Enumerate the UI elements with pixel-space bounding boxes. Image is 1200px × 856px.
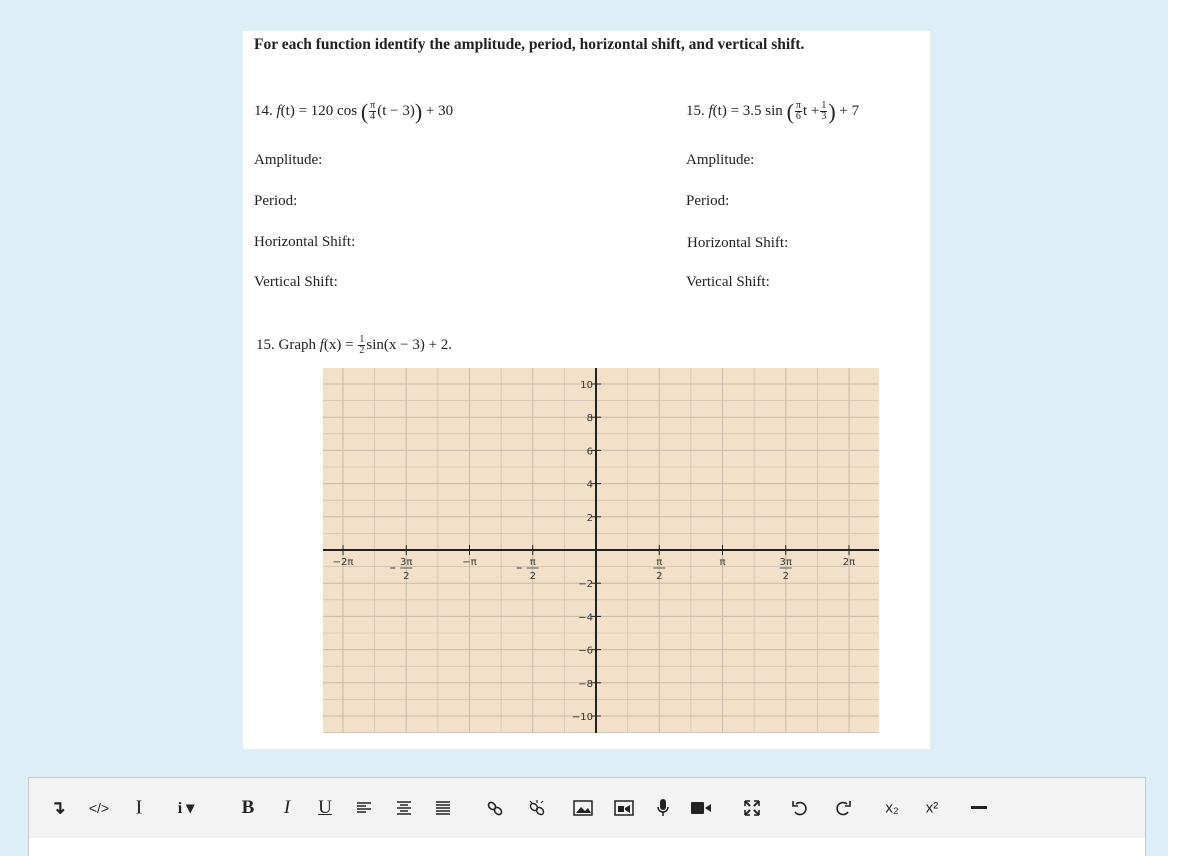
x-tick-label: 2π [842,557,856,568]
equation-part: = [341,336,358,353]
x-tick-label-denominator: 2 [782,571,789,582]
align-justify-icon[interactable] [435,800,451,816]
down-arrow-icon[interactable]: ↴ [50,797,66,818]
function-variable: (t) [712,102,727,119]
graph-prompt-prefix: 15. Graph [256,336,316,353]
superscript-button[interactable]: x² [925,799,939,817]
redo-icon[interactable] [834,799,852,817]
italic-button[interactable]: I [283,797,291,818]
equation-part: t + [802,102,820,119]
y-tick-label: −8 [578,678,593,690]
align-left-icon[interactable] [356,801,372,815]
amplitude-label-15: Amplitude: [686,152,755,168]
media-icon[interactable] [614,800,634,816]
y-tick-label: 10 [580,380,593,391]
horizontal-shift-label-15: Horizontal Shift: [687,235,789,251]
bold-button[interactable]: B [241,797,255,818]
y-tick-label: 4 [586,479,593,491]
problem-15-equation: 15. f(t) = 3.5 sin ( $\frac{\pi}{6}$ t + $\frac{1}{3}$ ) + 7 [686,99,860,124]
x-tick-label: −π [462,557,477,568]
coordinate-grid [323,368,879,733]
vertical-shift-label-14: Vertical Shift: [254,274,338,290]
x-tick-label-denominator: 2 [403,571,410,582]
horizontal-shift-label-14: Horizontal Shift: [254,234,356,250]
function-name: f [276,102,281,119]
y-tick-label: −2 [578,579,593,591]
function-variable: (x) [323,336,342,353]
x-tick-label-numerator: π [529,557,536,568]
function-variable: (t) [280,102,295,119]
image-icon[interactable] [573,800,593,816]
y-tick-label: −4 [578,612,593,624]
code-icon[interactable]: </> [88,800,110,816]
fullscreen-icon[interactable] [743,799,761,817]
function-name: f [708,102,713,119]
editor-text-area[interactable] [28,838,1146,856]
align-center-icon[interactable] [396,800,412,816]
problem-number: 15. [686,102,705,119]
y-tick-label: 2 [586,512,593,524]
underline-button[interactable]: U [318,797,332,818]
equation-part: sin(x − 3) + 2. [366,336,453,353]
x-tick-label-numerator: 3π [400,557,413,568]
instructions: For each function identify the amplitude, period, horizontal shift, and vertical shift. [254,36,805,53]
fraction: $\frac{\pi}{6}$ [795,100,801,122]
fraction: $\frac{\pi}{4}$ [370,100,376,122]
text-cursor-icon[interactable]: I [135,796,143,819]
equation-part: = 120 cos [294,102,358,119]
video-icon[interactable] [690,800,712,816]
problem-number: 14. [254,102,273,119]
x-tick-label-denominator: 2 [529,571,536,582]
x-tick-label-numerator: 3π [779,557,792,568]
subscript-button[interactable]: x₂ [885,799,899,817]
period-label-14: Period: [254,193,298,209]
y-tick-label: −10 [571,712,593,723]
equation-part: + 30 [422,102,454,119]
x-tick-label: π [719,557,726,568]
fraction: $\frac{1}{3}$ [821,100,827,122]
equation-part: (t − 3) [377,102,415,119]
function-name: f [319,336,324,353]
graph-prompt [256,335,452,356]
scrollbar-track[interactable] [1168,0,1200,856]
y-tick-label: −6 [578,645,593,657]
link-icon[interactable] [486,800,504,816]
problem-14-equation: 14. f(t) = 120 cos ( $\frac{\pi}{4}$ (t − 3)) + 30 [254,99,454,124]
vertical-shift-label-15: Vertical Shift: [686,274,770,290]
unlink-icon[interactable] [527,799,547,817]
microphone-icon[interactable] [656,798,670,818]
x-tick-label-denominator: 2 [656,571,663,582]
amplitude-label-14: Amplitude: [254,152,323,168]
fraction: $\frac{1}{2}$ [359,334,365,356]
y-tick-label: 8 [586,413,593,425]
info-dropdown-icon[interactable]: i ▾ [177,800,195,817]
equation-part: + 7 [835,102,860,119]
x-tick-label: −2π [332,557,354,568]
equation-part: = 3.5 sin [726,102,783,119]
undo-icon[interactable] [791,799,809,817]
period-label-15: Period: [686,193,730,209]
horizontal-rule-icon[interactable] [971,805,987,811]
x-tick-label-numerator: π [656,557,663,568]
y-tick-label: 6 [586,446,593,458]
worksheet-image [243,31,930,749]
